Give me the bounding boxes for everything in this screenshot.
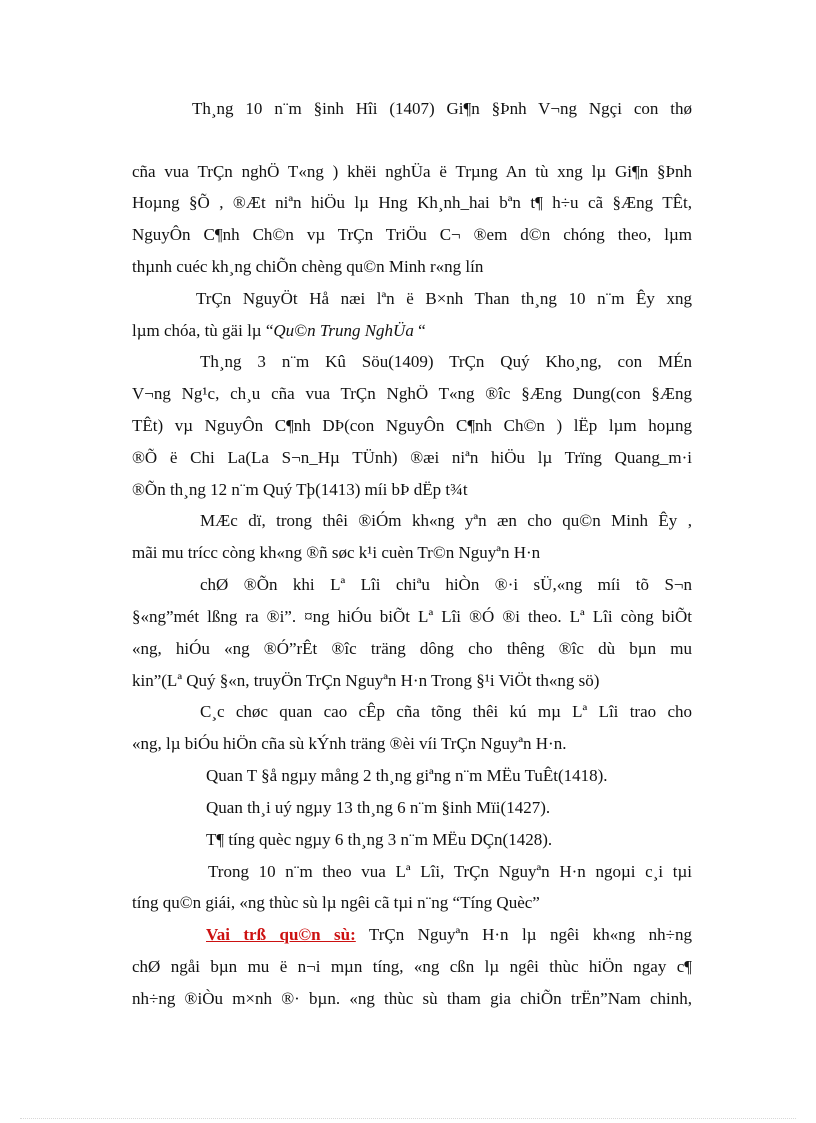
- paragraph-8-line-1: [206, 924, 692, 946]
- paragraph-8-line-3: nh÷ng ®iÒu m×nh ®· bµn. «ng thùc sù tham gia chiÕn trËn”Nam chinh,: [132, 989, 692, 1008]
- paragraph-3-line-2: V¬ng Ng¹c, ch¸u cña vua TrÇn NghÖ T«ng ®îc §Æng Dung(con §Æng: [132, 384, 692, 403]
- paragraph-5-line-2: §«ng”mét lßng ra ®i”. ¤ng hiÓu biÕt Lª Lîi ®Ó ®i theo. Lª Lîi còng biÕt: [132, 607, 692, 626]
- paragraph-1-line-2: cña vua TrÇn nghÖ T«ng ) khëi nghÜa ë Trµng An tù xng lµ Gi¶n §Þnh: [132, 162, 692, 181]
- page-bottom-rule: [20, 1118, 796, 1119]
- paragraph-6-line-2: «ng, lµ biÓu hiÖn cña sù kÝnh träng ®èi víi TrÇn Nguyªn H·n.: [132, 734, 567, 753]
- paragraph-1-line-5: thµnh cuéc kh¸ng chiÕn chèng qu©n Minh r«ng lín: [132, 257, 484, 276]
- paragraph-4-line-2: mãi mu trícc còng kh«ng ®ñ søc k¹i cuèn Tr©n Nguyªn H·n: [132, 543, 541, 562]
- paragraph-4-line-1: MÆc dï, trong thêi ®iÓm kh«ng yªn æn cho qu©n Minh Êy ,: [200, 511, 692, 530]
- title-item-1: Quan T §å ngµy mång 2 th¸ng giªng n¨m MËu TuÊt(1418).: [206, 766, 608, 785]
- paragraph-1-line-4: NguyÔn C¶nh Ch©n vµ TrÇn TriÖu C¬ ®em d©n chóng theo, lµm: [132, 225, 692, 244]
- paragraph-8-line-2: chØ ngåi bµn mu ë n¬i mµn tíng, «ng cßn lµ ngêi thùc hiÖn ngay c¶: [132, 957, 692, 976]
- paragraph-1-line-1: Th¸ng 10 n¨m §inh Hîi (1407) Gi¶n §Þnh V¬ng Ngçi con thø: [192, 99, 692, 118]
- paragraph-5-line-4: kin”(Lª Quý §«n, truyÖn TrÇn Nguyªn H·n Trong §¹i ViÖt th«ng sö): [132, 671, 600, 690]
- quote-open: lµm chóa, tù gäi lµ “: [132, 321, 274, 340]
- paragraph-7-line-2: tíng qu©n giái, «ng thùc sù lµ ngêi cã tµi n¨ng “Tíng Quèc”: [132, 893, 540, 912]
- military-role-heading: Vai trß qu©n sù:: [206, 925, 356, 944]
- paragraph-5-line-3: «ng, hiÓu «ng ®Ó”rÊt ®îc träng dông cho thêng ®îc dù bµn mu: [132, 639, 692, 658]
- paragraph-3-line-5: ®Õn th¸ng 12 n¨m Quý Tþ(1413) míi bÞ dËp t¾t: [132, 480, 468, 499]
- paragraph-1-line-3: Hoµng §Õ , ®Æt niªn hiÖu lµ Hng Kh¸nh_hai bªn t¶ h÷u cã §Æng TÊt,: [132, 193, 692, 212]
- paragraph-3-line-1: Th¸ng 3 n¨m Kû Söu(1409) TrÇn Quý Kho¸ng, con MÉn: [200, 352, 692, 371]
- paragraph-3-line-3: TÊt) vµ NguyÔn C¶nh DÞ(con NguyÔn C¶nh Ch©n ) lËp lµm hoµng: [132, 416, 692, 435]
- army-name-italic: Qu©n Trung NghÜa: [273, 321, 414, 340]
- paragraph-3-line-4: ®Õ ë Chi La(La S¬n_Hµ TÜnh) ®æi niªn hiÖu lµ Trïng Quang_m·i: [132, 448, 692, 467]
- paragraph-2-line-1: TrÇn NguyÖt Hå næi lªn ë B×nh Than th¸ng 10 n¨m Êy xng: [196, 289, 692, 308]
- title-item-3: T¶ tíng quèc ngµy 6 th¸ng 3 n¨m MËu DÇn(1428).: [206, 830, 553, 849]
- paragraph-2-line-2: [132, 320, 692, 342]
- paragraph-7-line-1: Trong 10 n¨m theo vua Lª Lîi, TrÇn Nguyªn H·n ngoµi c¸i tµi: [208, 862, 692, 881]
- paragraph-5-line-1: chØ ®Õn khi Lª Lîi chiªu hiÒn ®·i sÜ,«ng míi tõ S¬n: [200, 575, 692, 594]
- title-item-2: Quan th¸i uý ngµy 13 th¸ng 6 n¨m §inh Mïi(1427).: [206, 798, 551, 817]
- paragraph-6-line-1: C¸c chøc quan cao cÊp cña tõng thêi kú mµ Lª Lîi trao cho: [200, 702, 692, 721]
- quote-close: “: [413, 321, 426, 340]
- paragraph-8-line-1-text: TrÇn Nguyªn H·n lµ ngêi kh«ng nh÷ng: [355, 925, 692, 944]
